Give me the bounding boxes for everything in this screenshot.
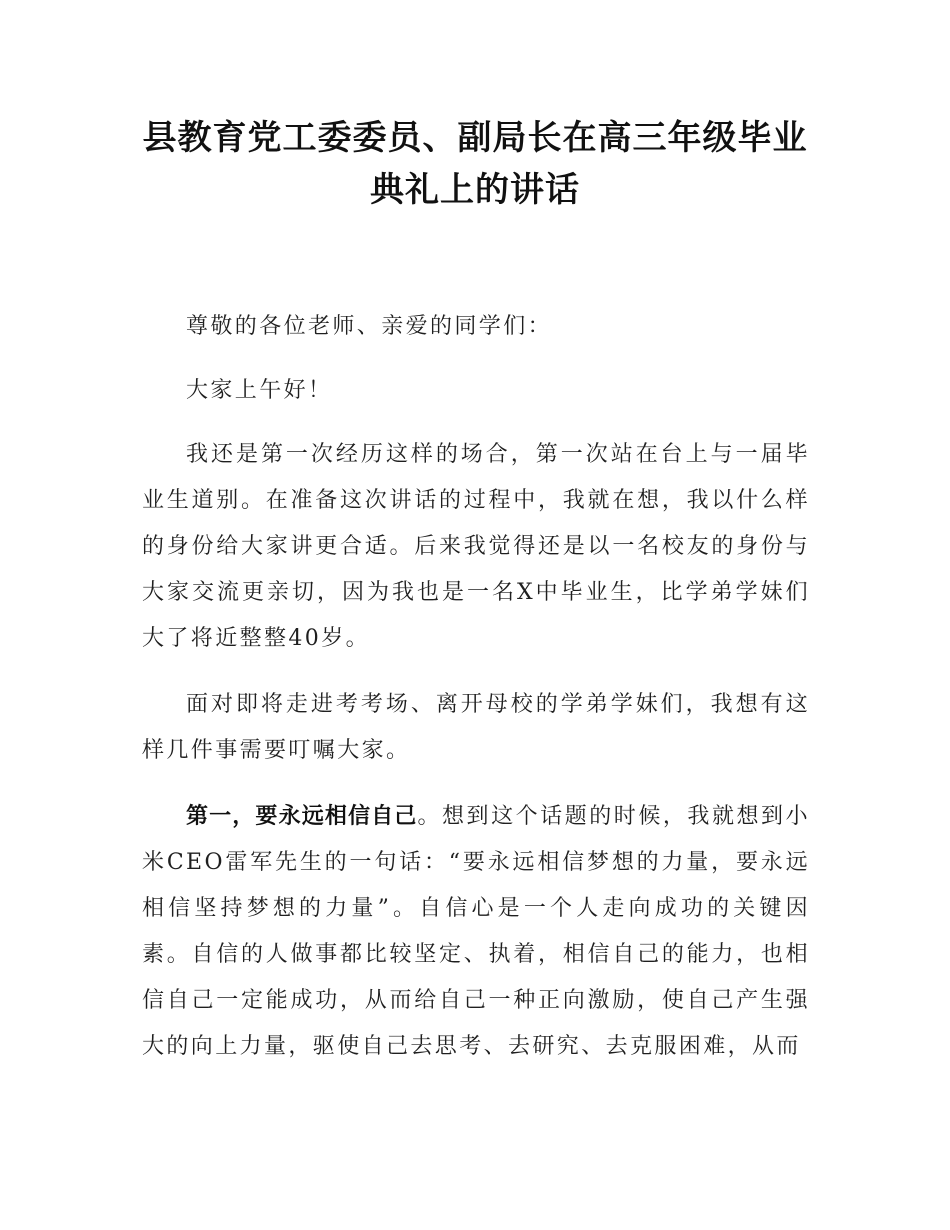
point-one-heading: 第一，要永远相信自己 [186, 804, 418, 829]
paragraph-intro: 我还是第一次经历这样的场合，第一次站在台上与一届毕业生道别。在准备这次讲话的过程中，我就在想，我以什么样的身份给大家讲更合适。后来我觉得还是以一名校友的身份与大家交流更亲切，因为我也是一名X中毕业生，比学弟学妹们大了将近整整40岁。 [142, 442, 810, 651]
greeting: 大家上午好！ [186, 378, 333, 403]
paragraph-point-one [142, 794, 810, 1070]
document-title: 县教育党工委委员、副局长在高三年级毕业典礼上的讲话 [142, 118, 808, 210]
document-body [142, 304, 810, 1090]
paragraph-transition: 面对即将走进考考场、离开母校的学弟学妹们，我想有这样几件事需要叮嘱大家。 [142, 692, 810, 763]
salutation: 尊敬的各位老师、亲爱的同学们： [186, 314, 553, 339]
point-one-text: 。想到这个话题的时候，我就想到小米CEO雷军先生的一句话：“要永远相信梦想的力量，要永远相信坚持梦想的力量”。自信心是一个人走向成功的关键因素。自信的人做事都比较坚定、执着，相信自己的能力，也相信自己一定能成功，从而给自己一种正向激励，使自己产生强大的向上力量，驱使自己去思考、去研究、去克服困难，从而 [142, 804, 810, 1059]
